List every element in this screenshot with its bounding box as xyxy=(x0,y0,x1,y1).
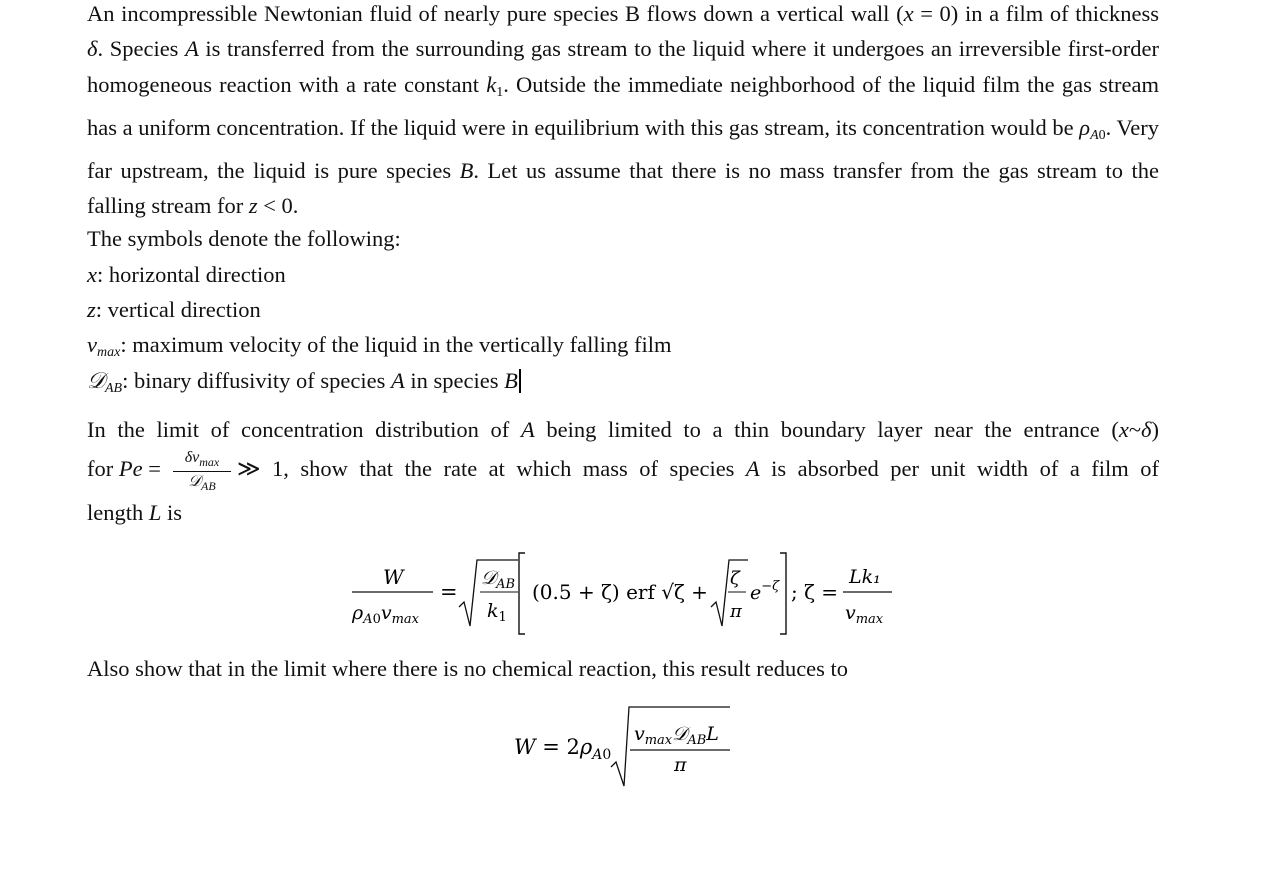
symbol-dab: 𝒟$_{AB}$: binary diffusivity of species A in species B xyxy=(87,368,521,397)
eq1-zeta-definition: ; ζ = xyxy=(791,580,839,604)
svg-text:π: π xyxy=(730,601,742,622)
paragraph-2-line-3: length L is xyxy=(87,500,183,525)
svg-text:=: = xyxy=(440,580,458,604)
symbol-x: x: horizontal direction xyxy=(87,262,286,287)
svg-text:ρA0vmax: $\rho_A0v_{max}$ xyxy=(352,602,419,627)
symbols-intro: The symbols denote the following: xyxy=(87,226,401,251)
eq1-inner-expression: (0.5 + ζ) erf √ζ + xyxy=(532,580,708,604)
paragraph-3: Also show that in the limit where there is no chemical reaction, this result reduces to xyxy=(87,656,849,681)
eq1-lhs xyxy=(351,565,458,627)
svg-text:π: π xyxy=(674,754,687,776)
eq1-lhs-numerator: W xyxy=(383,565,404,589)
svg-text:Lk₁: Lk₁ xyxy=(849,566,881,588)
text-cursor xyxy=(519,369,521,393)
symbol-z: z: vertical direction xyxy=(87,297,261,322)
svg-text:W = 2ρA0: $W = 2\rho_A0$ xyxy=(514,735,612,763)
svg-text:vmax𝒟ABL: $v_{max}𝒟_{AB}L$ xyxy=(634,723,719,748)
paragraph-2-line-2: for Pe = $\delta v_{max}$ 𝒟$_{AB}$ ≫ 1, show that the rate at which mass of species A is absorbed per unit width of a film of xyxy=(87,452,1159,496)
paragraph-2-line-1: In the limit of concentration distribution of A being limited to a thin boundary layer near the entrance (x~δ) xyxy=(87,417,1159,442)
svg-text:e−ζ: e−ζ xyxy=(750,579,780,604)
svg-text:vmax: $v_{max}$ xyxy=(845,602,884,627)
eq1-bracket-term xyxy=(519,553,838,634)
eq1-sqrt-dab-k1 xyxy=(459,560,518,626)
problem-paragraph-1: An incompressible Newtonian fluid of nearly pure species B flows down a vertical wall (x = 0) in a film of thickness δ. Species A is transferred from the surrounding gas stream to the liquid where it undergoes an irreversible first-order homogeneous reaction with a rate constant $k_1$. Outside the immediate neighborhood of the liquid film the gas stream has a uniform concentration. If the liquid were in equilibrium with this gas stream, its concentration would be $\rho_{A0}$. Very far upstream, the liquid is pure species B. Let us assume that there is no mass transfer from the gas stream to the falling stream for z < 0. xyxy=(87,1,1160,219)
svg-text:k1: $k_1$ xyxy=(487,600,507,625)
eq1-zeta-fraction xyxy=(843,566,892,627)
svg-text:𝒟AB: 𝒟$_{AB}$ xyxy=(481,567,516,592)
peclet-fraction: $\delta v_{max}$ 𝒟$_{AB}$ xyxy=(173,449,231,496)
svg-text:ζ: ζ xyxy=(730,568,740,589)
symbol-vmax: $v_{max}$: maximum velocity of the liquid in the vertically falling film xyxy=(87,332,672,360)
